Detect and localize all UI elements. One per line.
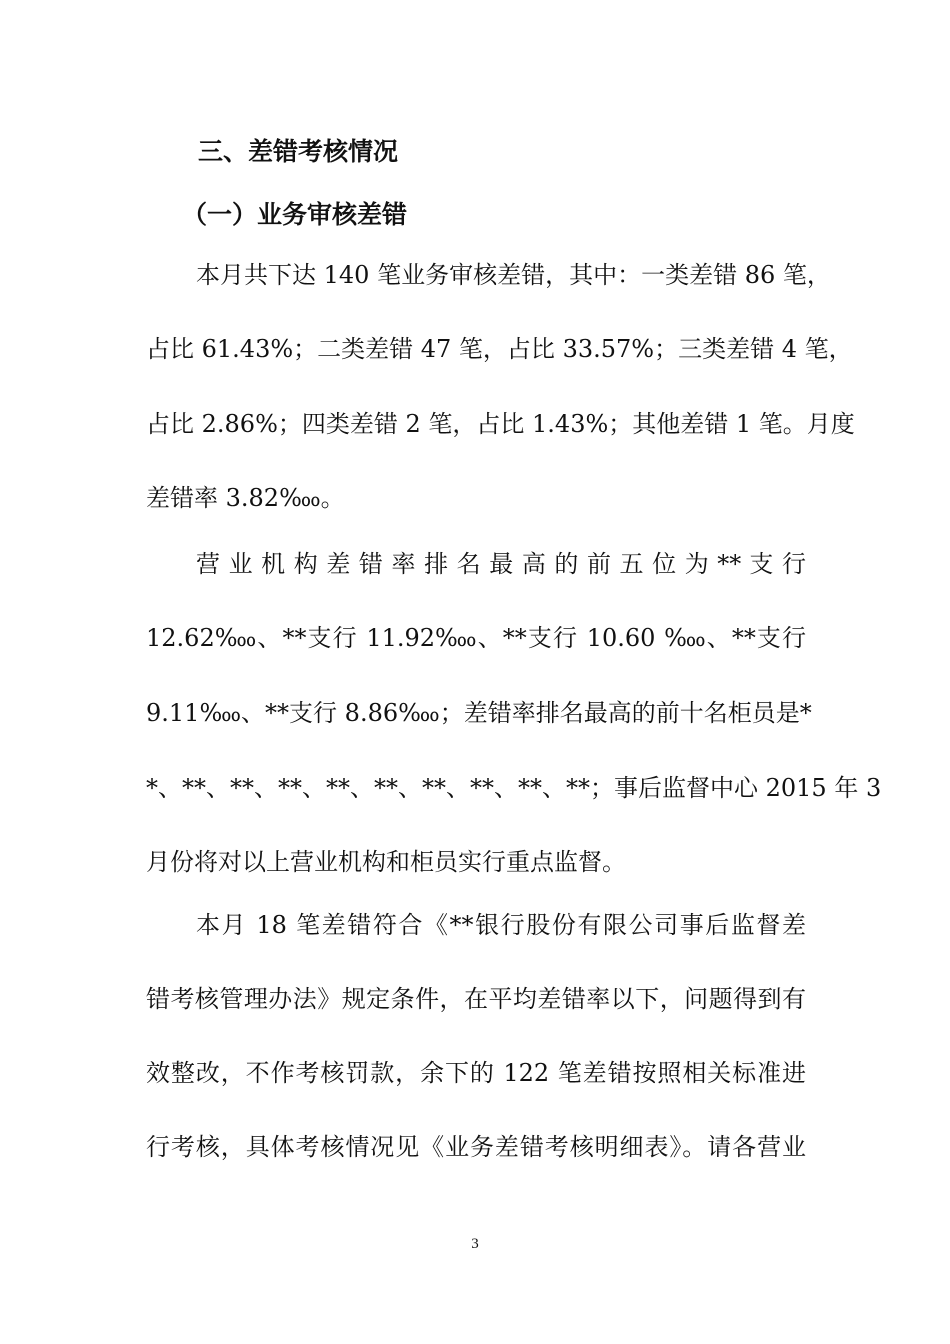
paragraph-line-12: 效整改，不作考核罚款，余下的 122 笔差错按照相关标准进	[146, 1059, 806, 1087]
paragraph-line-5: 营 业 机 构 差 错 率 排 名 最 高 的 前 五 位 为 ** 支 行	[196, 550, 806, 578]
subsection-heading: （一）业务审核差错	[182, 200, 408, 229]
paragraph-line-8: *、**、**、**、**、**、**、**、**、**；事后监督中心 2015 年 3	[146, 774, 882, 802]
paragraph-line-11: 错考核管理办法》规定条件，在平均差错率以下，问题得到有	[146, 985, 806, 1013]
paragraph-line-4: 差错率 3.82‱。	[146, 484, 345, 512]
section-heading: 三、差错考核情况	[198, 137, 399, 166]
paragraph-line-13: 行考核，具体考核情况见《业务差错考核明细表》。请各营业	[146, 1133, 806, 1161]
paragraph-line-6: 12.62‱、**支行 11.92‱、**支行 10.60 ‱、**支行	[146, 624, 806, 652]
paragraph-line-10: 本月 18 笔差错符合《**银行股份有限公司事后监督差	[196, 911, 806, 939]
paragraph-line-2: 占比 61.43%；二类差错 47 笔，占比 33.57%；三类差错 4 笔，	[146, 335, 853, 363]
paragraph-line-3: 占比 2.86%；四类差错 2 笔，占比 1.43%；其他差错 1 笔。月度	[146, 410, 855, 438]
paragraph-line-7: 9.11‱、**支行 8.86‱；差错率排名最高的前十名柜员是*	[146, 699, 812, 727]
paragraph-line-9: 月份将对以上营业机构和柜员实行重点监督。	[146, 848, 626, 876]
page-number: 3	[471, 1236, 479, 1252]
paragraph-line-1: 本月共下达 140 笔业务审核差错，其中：一类差错 86 笔，	[196, 261, 831, 289]
